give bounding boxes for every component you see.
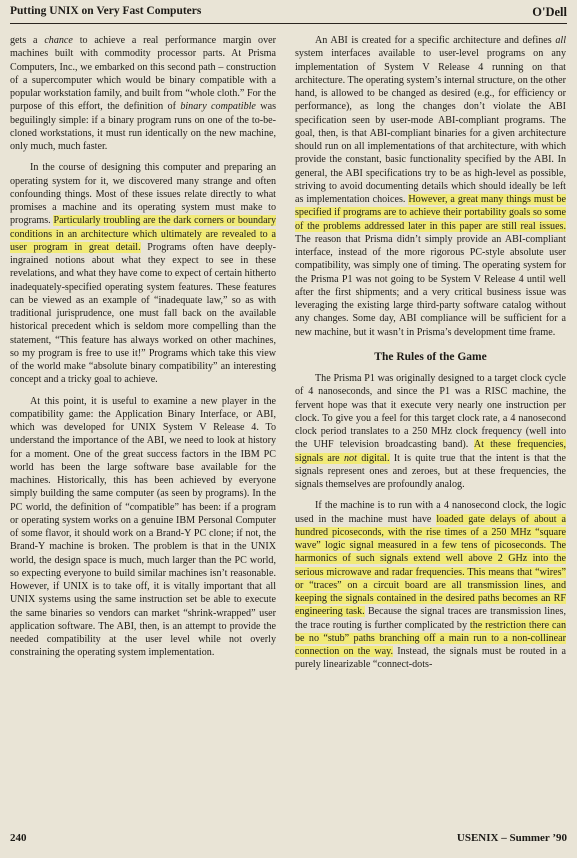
page-header (10, 5, 567, 23)
paragraph: The Prisma P1 was originally designed to a target clock cycle of 4 nanoseconds, and since the P1 was a RISC machine, the fervent hope was that it execute very nearly one instruction per clock. To give you a feel for this target clock rate, a 4 nanosecond clock period translates to a 250 MHz clock frequency (well into the UHF television broadcasting band). At these frequencies, signals are not digital. It is quite true that the intent is that the signals represent ones and zeroes, but at these frequencies, the signals themselves are profoundly analog. (295, 373, 566, 490)
paragraph: An ABI is created for a specific architecture and defines all system interfaces available to user-level programs on any implementation of System V Release 4 running on that architecture. The operating system’s internal structure, on the other hand, is allowed to be changed as desired (e.g., for efficiency or performance), as long the changes don’t violate the ABI specification seen by user-mode ABI-compliant programs. The goal, then, is that ABI-compliant binaries for a given architecture should run on all implementations of that architecture, with which provide the constant, basic functionality specified by the ABI. In general, the ABI specifications try to be as high-level as possible, striving to avoid documenting details which should ideally be left as implementation choices. However, a great many things must be specified if programs are to achieve their portability goals so some of the problems addressed later in this paper are still real issues. The reason that Prisma didn’t simply provide an ABI-compliant interface, instead of the more rigorous PC-style absolute user compatibility, was simply one of timing. The operating system for the Prisma P1 was not going to be System V Release 4 until well after the first shipments; and a very critical business issue was leveraging the existing large third-party software catalog without any changes. Some day, ABI compliance will be sufficient for a new machine, but it wasn’t in Prisma’s development time frame. (295, 35, 566, 338)
running-title: Putting UNIX on Very Fast Computers (10, 5, 202, 17)
highlighted-text: However, a great many things must be specified if programs are to achieve their portability goals so some of the problems addressed later in this paper are still real issues. (295, 194, 566, 232)
author-name: O'Dell (532, 5, 567, 19)
section-heading: The Rules of the Game (374, 350, 487, 363)
header-rule (10, 23, 567, 24)
page-number: 240 (10, 832, 27, 844)
paragraph: gets a chance to achieve a real performance margin over machines built with commodity processor parts. At Prisma Computers, Inc., we embarked on this second path – construction of a supercomputer which would be binary compatible with a popular workstation family, and built from “whole cloth.” For the purpose of this effort, the definition of binary compatible was beguilingly simple: if a binary program runs on one of the to-be-cloned workstations, it must run identically on the new machine, only much, much faster. (10, 35, 276, 152)
paragraph: At this point, it is useful to examine a new player in the compatibility game: the Application Binary Interface, or ABI, which was developed for UNIX System V Release 4. To understand the importance of the ABI, we need to look at history for a moment. One of the great success factors in the IBM PC world has been the large software base available for the machines. Historically, this has been achieved by everyone simply building the same computer (as seen by programs). In the PC world, the definition of “compatible” has been: if a program or operating system works on a genuine IBM Personal Computer of some flavor, it should work on a Brand-Y PC clone; if not, the Brand-Y machine is broken. The problem is that in the UNIX world, the design space is much, much larger than the PC world, so expecting everyone to build similar machines isn’t reasonable. However, if UNIX is to take off, it is vitally important that all UNIX systems using the same instruction set be able to execute the same binaries so vendors can market “shrink-wrapped” user application software. The ABI, then, is an attempt to provide the needed compatibility at the user level while not overly constraining the operating system implementation. (10, 395, 276, 659)
highlighted-text: loaded gate delays of about a hundred picoseconds, with the rise times of a 250 MHz “square wave” logic signal measured in a few tens of picoseconds. The harmonics of such signals extend well above 2 GHz into the serious microwave and radar frequencies. This means that “wires” or “traces” on a circuit board are all transmission lines, and keeping the signals contained in the desired paths becomes an RF engineering task. (295, 513, 567, 618)
highlighted-text: the restriction there can be no “stub” paths branching off a main run to a non-collinear connection on the way. (295, 619, 566, 657)
highlighted-text: At these frequencies, signals are not digital. (295, 439, 566, 464)
left-column (10, 34, 276, 660)
highlighted-text: Particularly troubling are the dark corners or boundary conditions in an architecture which ultimately are revealed to a user program in great detail. (10, 215, 276, 253)
conference-name: USENIX – Summer ’90 (456, 832, 567, 844)
right-column (295, 34, 566, 672)
paragraph: In the course of designing this computer and preparing an operating system for it, we discovered many strange and often confounding things. Most of these issues relate directly to what promises a machine and its operating system must make to programs. Particularly troubling are the dark corners or boundary conditions in an architecture which ultimately are revealed to a user program in great detail. Programs often have deeply-ingrained notions about what they expect to see in these revelations, and what they have come to expect of certain hitherto inadequately-specified operating system features. These features can be viewed as an example of “inadequate law,” so as with traditional jurisprudence, one must fall back on the available historical precedent which is seldom more compelling than the statement, “This feature has always worked on other machines, so my program is free to use it!” Programs which take this view of the world make “absolute binary compatibility” an interesting concept and a tricky goal to achieve. (10, 162, 277, 386)
paragraph: If the machine is to run with a 4 nanosecond clock, the logic used in the machine must have loaded gate delays of about a hundred picoseconds, with the rise times of a 250 MHz “square wave” logic signal measured in a few tens of picoseconds. The harmonics of such signals extend well above 2 GHz into the serious microwave and radar frequencies. This means that “wires” or “traces” on a circuit board are all transmission lines, and keeping the signals contained in the desired paths becomes an RF engineering task. Because the signal traces are transmission lines, the trace routing is further complicated by the restriction there can be no “stub” paths branching off a main run to a non-collinear connection on the way. Instead, the signals must be routed in a purely linearizable “connect-dots- (295, 500, 567, 671)
page-footer (10, 832, 567, 850)
